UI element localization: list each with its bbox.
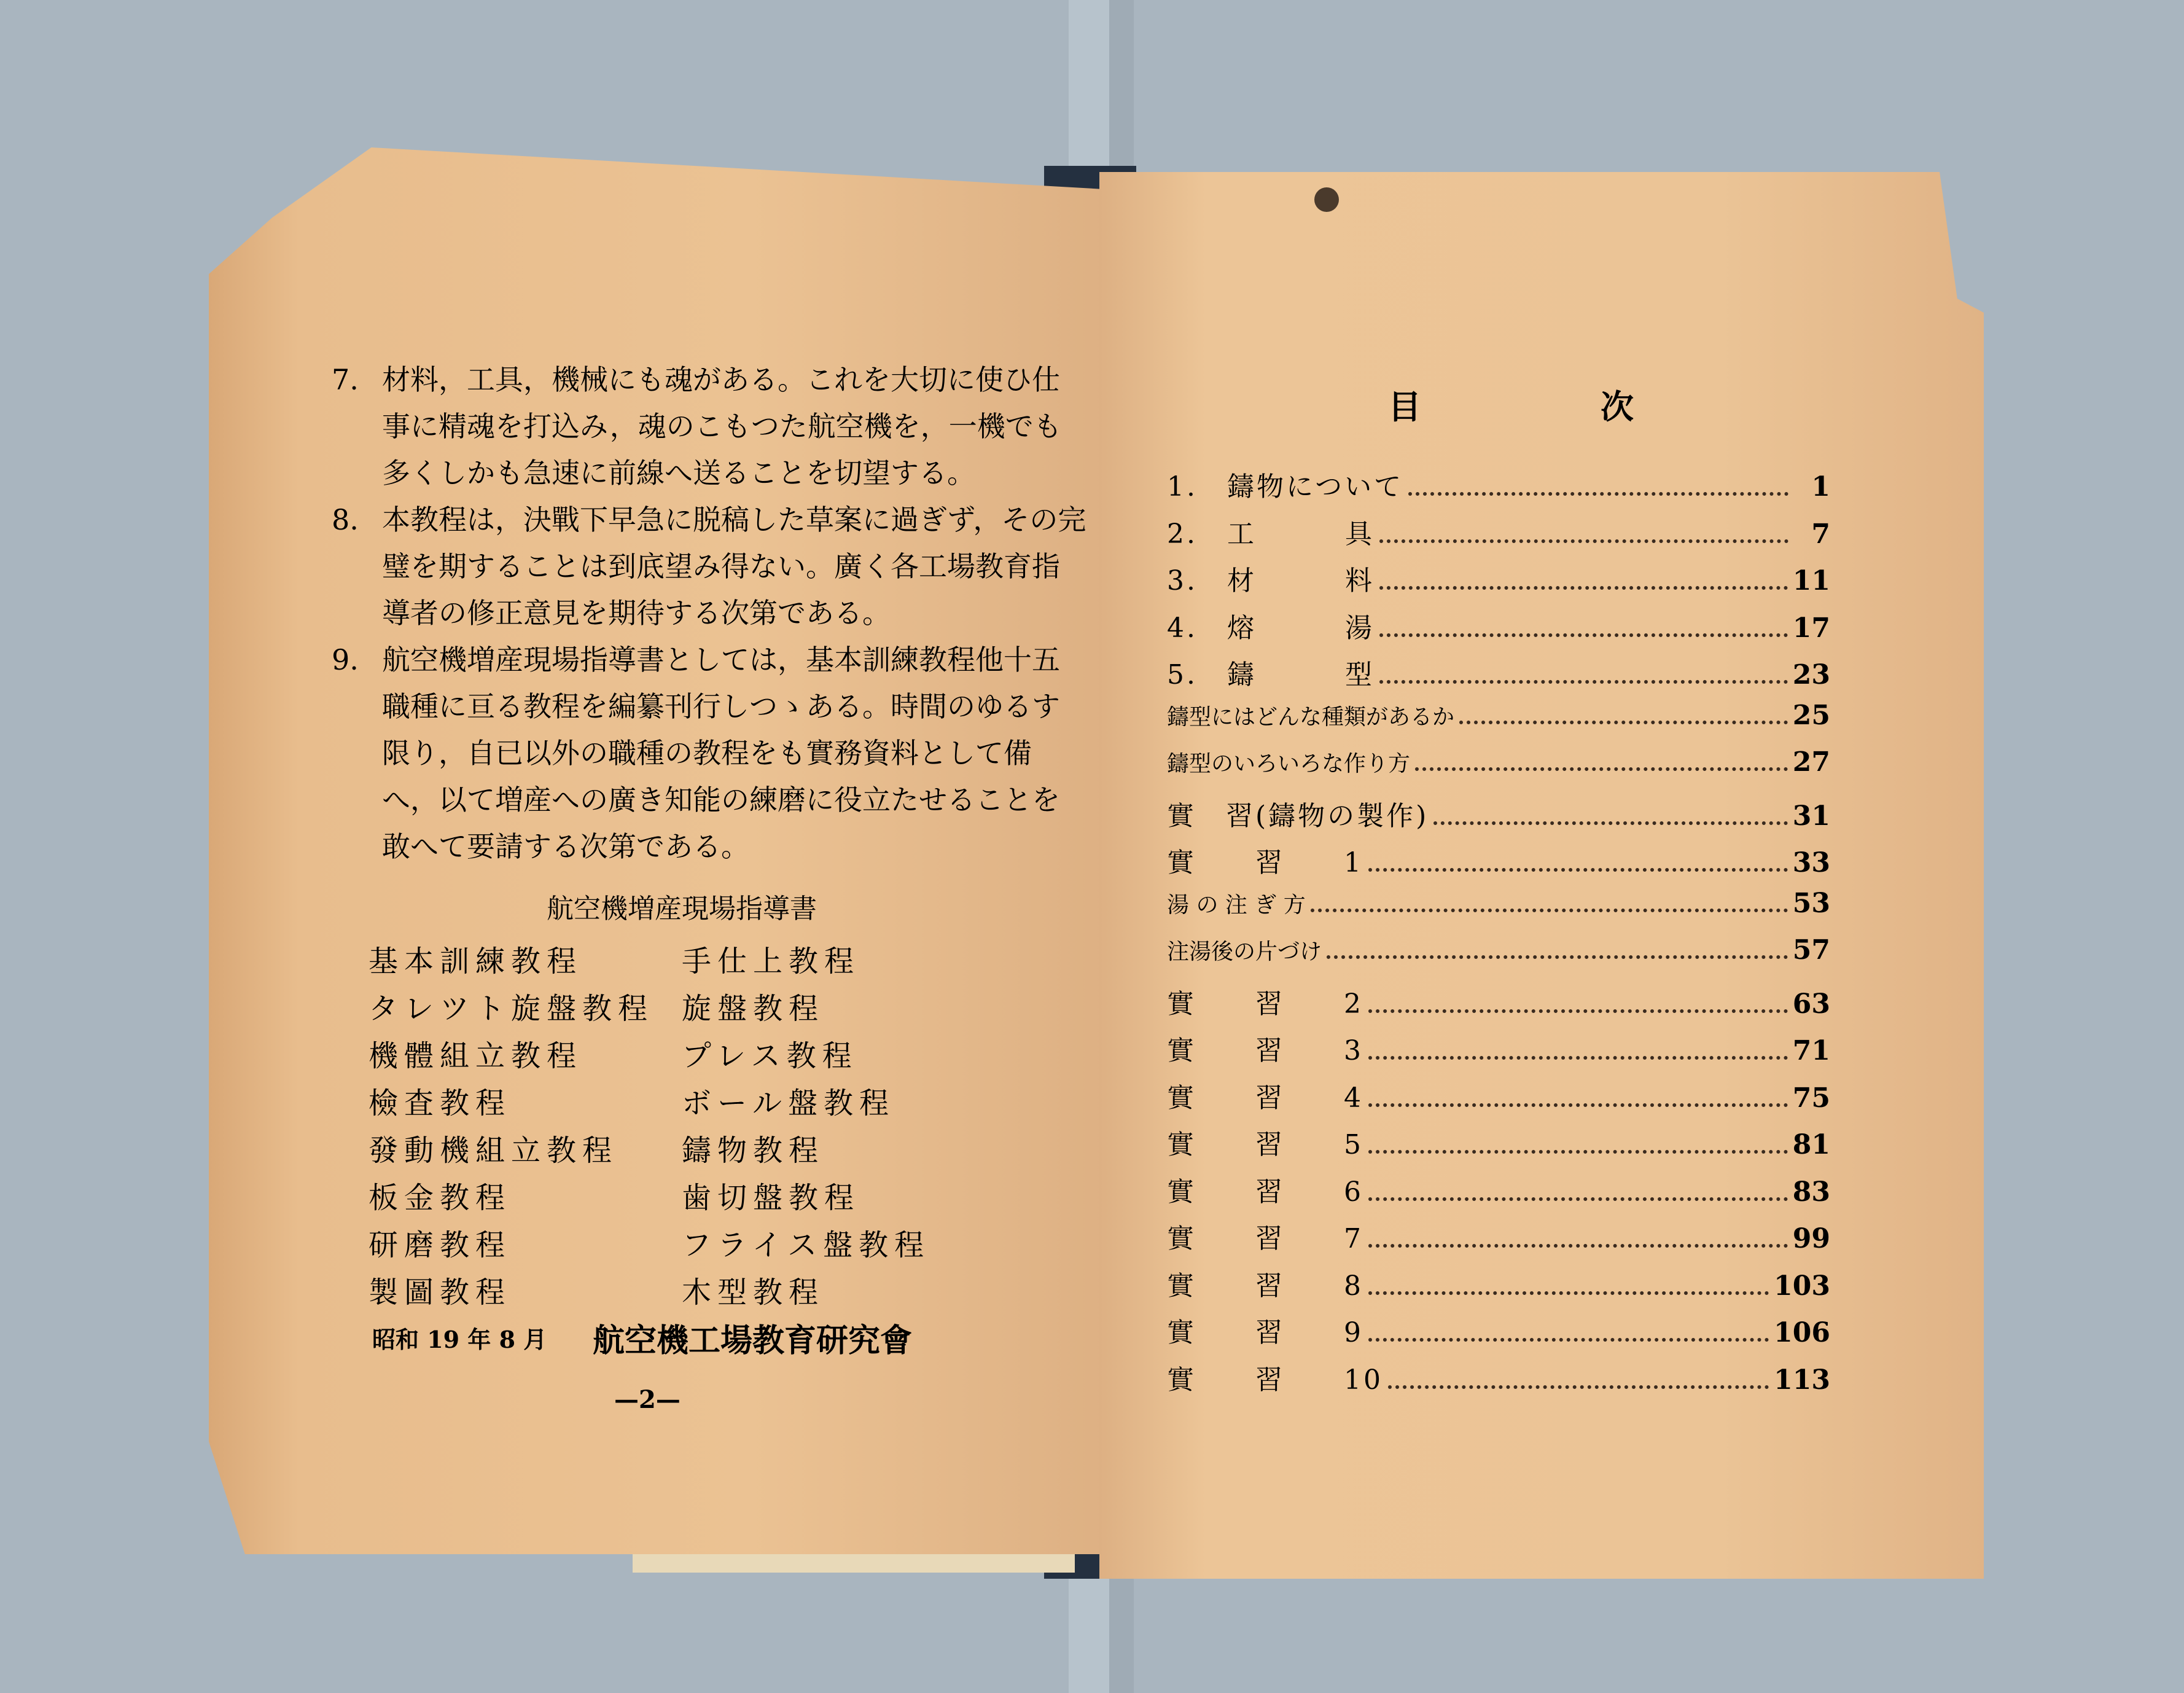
series-item: 發動機組立教程 xyxy=(369,1133,618,1168)
toc-entry xyxy=(1167,1122,1830,1170)
toc-leader-dots xyxy=(1379,586,1788,590)
toc-entry xyxy=(1167,700,1830,747)
toc-entry xyxy=(1167,1310,1830,1358)
toc-entry-page: 99 xyxy=(1792,1223,1830,1254)
item-number: 9. xyxy=(332,643,359,676)
toc-entry-page: 103 xyxy=(1774,1270,1830,1302)
toc-entry xyxy=(1167,652,1830,700)
toc-entry-page: 1 xyxy=(1811,471,1830,502)
toc-entry-label: 實 習 9 xyxy=(1167,1317,1363,1348)
ink-stain xyxy=(1314,187,1339,212)
toc-entry xyxy=(1167,888,1830,935)
toc-leader-dots xyxy=(1311,909,1788,912)
series-item: 基本訓練教程 xyxy=(369,944,583,979)
toc-entry xyxy=(1167,558,1830,606)
toc-entry xyxy=(1167,1216,1830,1264)
series-item: タレツト旋盤教程 xyxy=(369,991,654,1026)
toc-leader-dots xyxy=(1368,1197,1788,1201)
toc-leader-dots xyxy=(1379,539,1788,543)
toc-leader-dots xyxy=(1379,680,1788,684)
toc-entry-label: 實 習 2 xyxy=(1167,988,1363,1020)
series-item: 歯切盤教程 xyxy=(682,1181,860,1215)
toc-leader-dots xyxy=(1368,1244,1788,1248)
series-item: ボール盤教程 xyxy=(682,1086,895,1120)
toc-leader-dots xyxy=(1368,1291,1769,1295)
toc-entry-page: 57 xyxy=(1792,934,1830,966)
series-title: 航空機増産現場指導書 xyxy=(547,893,817,925)
item-text: 本教程は，決戰下早急に脱稿した草案に過ぎず，その完璧を期することは到底望み得ない。廣く各工場教育指導者の修正意見を期待する次第である。 xyxy=(382,503,1086,630)
toc-entry xyxy=(1167,1358,1830,1405)
toc-entry xyxy=(1167,746,1830,794)
toc-leader-dots xyxy=(1388,1385,1769,1389)
toc-entry-page: 81 xyxy=(1792,1129,1830,1160)
publication-date: 昭和 19 年 8 月 xyxy=(372,1326,547,1353)
toc-entry-page: 27 xyxy=(1792,746,1830,778)
toc-entry-label: 1. 鑄物について xyxy=(1167,471,1404,502)
toc-entry xyxy=(1167,512,1830,559)
toc-entry-label: 鑄型のいろいろな作り方 xyxy=(1167,751,1411,776)
toc-entry-page: 23 xyxy=(1792,659,1830,690)
item-number: 7. xyxy=(332,363,359,396)
series-item: 鑄物教程 xyxy=(682,1133,825,1168)
toc-entry-page: 25 xyxy=(1792,699,1830,731)
toc-entry-page: 75 xyxy=(1792,1082,1830,1114)
toc-leader-dots xyxy=(1368,868,1788,872)
toc-leader-dots xyxy=(1459,721,1788,724)
toc-leader-dots xyxy=(1327,955,1788,959)
toc-entry-page: 33 xyxy=(1792,847,1830,878)
toc-entry-label: 實 習 1 xyxy=(1167,847,1363,878)
toc-leader-dots xyxy=(1368,1338,1769,1342)
series-item: 旋盤教程 xyxy=(682,991,825,1026)
toc-entry xyxy=(1167,1264,1830,1311)
toc-entry xyxy=(1167,934,1830,982)
toc-entry-label: 4. 熔 湯 xyxy=(1167,612,1375,644)
toc-entry-label: 實 習 3 xyxy=(1167,1035,1363,1066)
toc-entry xyxy=(1167,464,1830,512)
toc-entry-page: 63 xyxy=(1792,988,1830,1020)
series-item: 板金教程 xyxy=(369,1181,512,1215)
toc-heading-char: 目 xyxy=(1388,387,1421,426)
toc-entry-label: 實 習 4 xyxy=(1167,1082,1363,1114)
toc-entry-page: 106 xyxy=(1774,1317,1830,1348)
toc-heading-char: 次 xyxy=(1601,387,1634,426)
toc-entry-label: 3. 材 料 xyxy=(1167,565,1375,596)
table-of-contents xyxy=(1167,464,1830,1404)
preface-item xyxy=(332,496,1087,636)
toc-entry-page: 71 xyxy=(1792,1035,1830,1066)
toc-entry-page: 53 xyxy=(1792,887,1830,919)
series-list xyxy=(369,940,1007,1315)
toc-leader-dots xyxy=(1433,821,1787,825)
toc-entry xyxy=(1167,982,1830,1029)
publisher-name: 航空機工場教育研究會 xyxy=(593,1322,913,1359)
preface-item xyxy=(332,636,1087,870)
toc-entry-label: 5. 鑄 型 xyxy=(1167,659,1375,690)
toc-entry-label: 2. 工 具 xyxy=(1167,518,1375,550)
preface-item xyxy=(332,356,1087,496)
toc-leader-dots xyxy=(1368,1103,1788,1107)
toc-entry xyxy=(1167,1076,1830,1123)
toc-entry xyxy=(1167,606,1830,653)
toc-entry-page: 7 xyxy=(1811,518,1830,550)
series-item: 製圖教程 xyxy=(369,1275,512,1310)
item-text: 材料，工具，機械にも魂がある。これを大切に使ひ仕事に精魂を打込み，魂のこもつた航空機を，一機でも多くしかも急速に前線へ送ることを切望する。 xyxy=(382,363,1062,490)
toc-entry-label: 實 習 6 xyxy=(1167,1176,1363,1208)
series-item: 檢査教程 xyxy=(369,1086,512,1120)
toc-leader-dots xyxy=(1368,1056,1788,1060)
series-item: 研磨教程 xyxy=(369,1228,512,1262)
toc-entry-label: 實 習 10 xyxy=(1167,1364,1383,1396)
toc-heading xyxy=(1388,381,1634,428)
toc-entry-page: 17 xyxy=(1792,612,1830,644)
toc-entry-label: 實 習 7 xyxy=(1167,1223,1363,1254)
toc-leader-dots xyxy=(1408,492,1788,496)
toc-entry-label: 注湯後の片づけ xyxy=(1167,939,1322,964)
toc-leader-dots xyxy=(1368,1009,1788,1013)
toc-entry-label: 鑄型にはどんな種類があるか xyxy=(1167,704,1455,730)
series-item: プレス教程 xyxy=(682,1039,858,1073)
toc-entry-page: 31 xyxy=(1792,800,1830,832)
series-item: 手仕上教程 xyxy=(682,944,860,979)
toc-entry xyxy=(1167,840,1830,888)
series-item: フライス盤教程 xyxy=(682,1228,930,1262)
toc-leader-dots xyxy=(1379,633,1788,637)
toc-entry-page: 11 xyxy=(1792,565,1830,596)
toc-entry xyxy=(1167,1028,1830,1076)
toc-entry-label: 實 習 5 xyxy=(1167,1129,1363,1160)
toc-entry xyxy=(1167,794,1830,841)
series-item: 機體組立教程 xyxy=(369,1039,583,1073)
page-number: —2— xyxy=(614,1385,681,1414)
toc-entry-page: 83 xyxy=(1792,1176,1830,1208)
toc-entry-page: 113 xyxy=(1774,1364,1830,1396)
item-number: 8. xyxy=(332,503,359,536)
toc-leader-dots xyxy=(1368,1150,1788,1154)
toc-leader-dots xyxy=(1415,767,1788,771)
toc-entry-label: 實 習(鑄物の製作) xyxy=(1167,800,1429,832)
item-text: 航空機増産現場指導書としては，基本訓練教程他十五職種に亘る教程を編纂刊行しつゝある。時間のゆるす限り，自已以外の職種の教程をも實務資料として備へ，以て増産への廣き知能の練磨に役立たせることを敢へて要請する次第である。 xyxy=(382,643,1060,863)
toc-entry-label: 湯 の 注 ぎ 方 xyxy=(1167,892,1306,918)
toc-entry xyxy=(1167,1170,1830,1217)
series-item: 木型教程 xyxy=(682,1275,825,1310)
toc-entry-label: 實 習 8 xyxy=(1167,1270,1363,1302)
preface-items xyxy=(332,356,1087,870)
